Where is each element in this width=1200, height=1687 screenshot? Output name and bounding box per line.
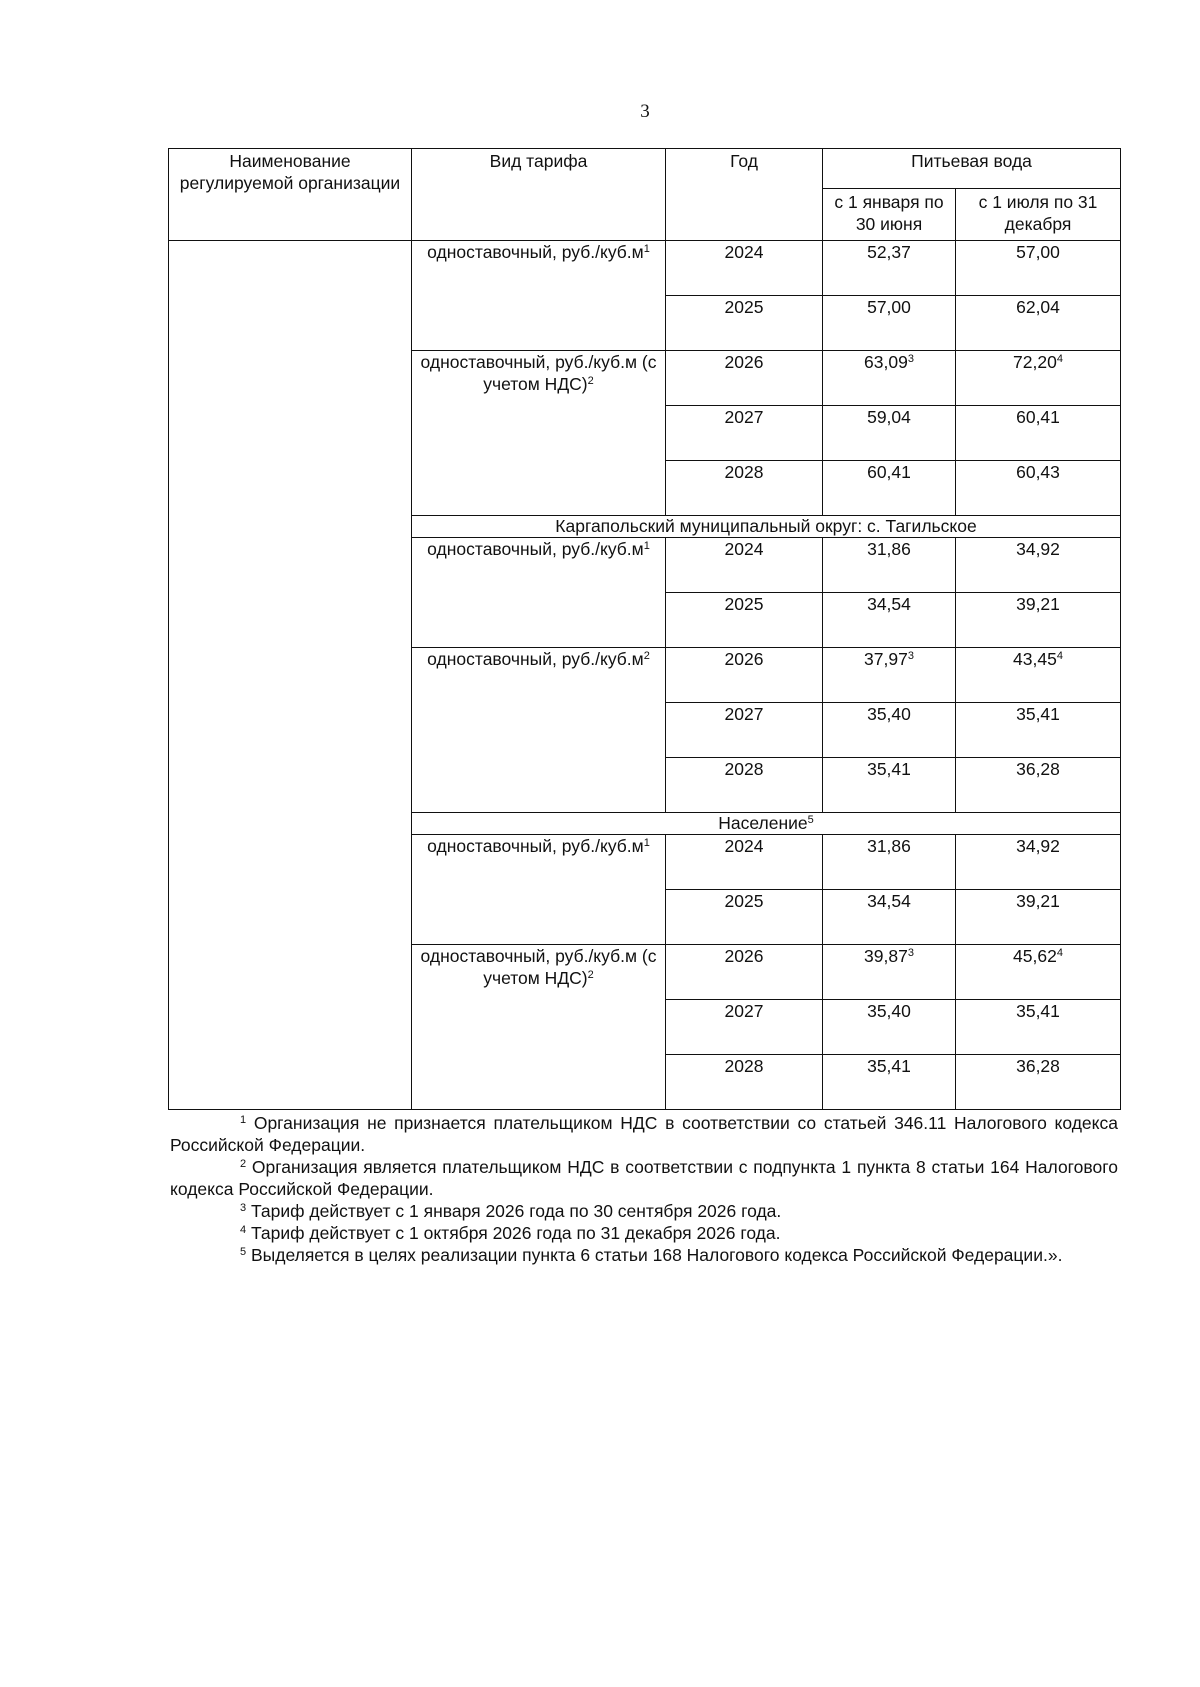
year-cell: 2028	[666, 1055, 823, 1110]
footnote-ref: 2	[643, 650, 650, 662]
tariff-type-cell	[412, 648, 666, 813]
rate-value: 35,41	[867, 759, 911, 779]
footnote-mark: 1	[240, 1114, 247, 1126]
footnote-text: Организация является плательщиком НДС в соответствии с подпункта 1 пункта 8 статьи 164 Налогового кодекса Российской Федерации.	[170, 1157, 1118, 1199]
header-drinking-water: Питьевая вода	[823, 149, 1121, 189]
rate-value: 35,40	[867, 704, 911, 724]
rate-value: 63,09	[864, 352, 908, 372]
footnote-ref: 3	[907, 947, 914, 959]
rate-value: 39,21	[1016, 891, 1060, 911]
rate-value: 34,92	[1016, 836, 1060, 856]
rate-value: 39,87	[864, 946, 908, 966]
rate-value: 35,41	[1016, 704, 1060, 724]
footnote	[170, 1200, 1118, 1222]
year-cell: 2027	[666, 1000, 823, 1055]
year-cell: 2025	[666, 593, 823, 648]
footnote-ref: 2	[587, 375, 594, 387]
rate-first-half-cell	[823, 1055, 956, 1110]
year-cell: 2028	[666, 758, 823, 813]
year-cell: 2027	[666, 703, 823, 758]
footnote-text: Тариф действует с 1 января 2026 года по 30 сентября 2026 года.	[251, 1201, 782, 1221]
rate-second-half-cell	[956, 703, 1121, 758]
rate-second-half-cell	[956, 835, 1121, 890]
rate-value: 34,54	[867, 891, 911, 911]
rate-value: 37,97	[864, 649, 908, 669]
rate-value: 60,43	[1016, 462, 1060, 482]
footnote-ref: 1	[643, 540, 650, 552]
footnote-text: Выделяется в целях реализации пункта 6 статьи 168 Налогового кодекса Российской Федерации.».	[251, 1245, 1063, 1265]
section-title	[412, 516, 1121, 538]
year-cell: 2024	[666, 538, 823, 593]
rate-value: 45,62	[1013, 946, 1057, 966]
footnote-mark: 5	[240, 1246, 247, 1258]
tariff-table-body	[169, 241, 1121, 1110]
year-cell: 2024	[666, 835, 823, 890]
year-cell: 2025	[666, 890, 823, 945]
rate-first-half-cell	[823, 1000, 956, 1055]
rate-first-half-cell	[823, 296, 956, 351]
rate-second-half-cell	[956, 296, 1121, 351]
footnote-ref: 4	[1056, 947, 1063, 959]
tariff-type-cell	[412, 835, 666, 945]
tariff-type-cell	[412, 538, 666, 648]
year-cell: 2027	[666, 406, 823, 461]
rate-value: 34,92	[1016, 539, 1060, 559]
rate-second-half-cell	[956, 241, 1121, 296]
year-cell: 2026	[666, 648, 823, 703]
rate-value: 43,45	[1013, 649, 1057, 669]
rate-first-half-cell	[823, 945, 956, 1000]
rate-value: 72,20	[1013, 352, 1057, 372]
rate-second-half-cell	[956, 945, 1121, 1000]
rate-value: 35,41	[867, 1056, 911, 1076]
rate-first-half-cell	[823, 241, 956, 296]
rate-second-half-cell	[956, 538, 1121, 593]
rate-value: 59,04	[867, 407, 911, 427]
rate-value: 60,41	[1016, 407, 1060, 427]
footnote-text: Тариф действует с 1 октября 2026 года по 31 декабря 2026 года.	[251, 1223, 781, 1243]
rate-second-half-cell	[956, 648, 1121, 703]
rate-value: 62,04	[1016, 297, 1060, 317]
tariff-table	[168, 148, 1121, 1110]
rate-value: 36,28	[1016, 759, 1060, 779]
rate-first-half-cell	[823, 593, 956, 648]
rate-value: 36,28	[1016, 1056, 1060, 1076]
rate-value: 57,00	[867, 297, 911, 317]
rate-first-half-cell	[823, 703, 956, 758]
year-cell: 2028	[666, 461, 823, 516]
section-title-text: Население	[718, 813, 808, 833]
year-cell: 2025	[666, 296, 823, 351]
footnotes	[170, 1112, 1118, 1266]
section-title	[412, 813, 1121, 835]
rate-second-half-cell	[956, 1000, 1121, 1055]
footnote	[170, 1222, 1118, 1244]
rate-second-half-cell	[956, 461, 1121, 516]
footnote-ref: 3	[907, 353, 914, 365]
rate-first-half-cell	[823, 648, 956, 703]
page-number: 3	[640, 101, 650, 122]
section-title-text: Каргапольский муниципальный округ: с. Тагильское	[555, 516, 977, 536]
rate-first-half-cell	[823, 835, 956, 890]
tariff-type-text: одноставочный, руб./куб.м	[427, 836, 644, 856]
rate-second-half-cell	[956, 1055, 1121, 1110]
rate-value: 39,21	[1016, 594, 1060, 614]
rate-first-half-cell	[823, 538, 956, 593]
rate-first-half-cell	[823, 461, 956, 516]
rate-first-half-cell	[823, 758, 956, 813]
tariff-type-text: одноставочный, руб./куб.м	[427, 539, 644, 559]
rate-value: 60,41	[867, 462, 911, 482]
footnote-ref: 1	[643, 837, 650, 849]
header-org-name: Наименование регулируемой организации	[169, 149, 412, 241]
header-period-second-half: с 1 июля по 31 декабря	[956, 189, 1121, 241]
rate-second-half-cell	[956, 351, 1121, 406]
rate-second-half-cell	[956, 758, 1121, 813]
tariff-type-text: одноставочный, руб./куб.м (с учетом НДС)	[420, 352, 657, 394]
footnote-mark: 2	[240, 1158, 247, 1170]
footnote	[170, 1156, 1118, 1200]
year-cell: 2026	[666, 351, 823, 406]
footnote-ref: 2	[587, 969, 594, 981]
footnote	[170, 1244, 1118, 1266]
tariff-type-cell	[412, 241, 666, 351]
footnote-ref: 5	[807, 814, 814, 826]
footnote-ref: 1	[643, 243, 650, 255]
year-cell: 2024	[666, 241, 823, 296]
rate-value: 31,86	[867, 836, 911, 856]
footnote-ref: 4	[1056, 650, 1063, 662]
rate-first-half-cell	[823, 890, 956, 945]
rate-value: 35,40	[867, 1001, 911, 1021]
rate-second-half-cell	[956, 406, 1121, 461]
org-name-cell	[169, 241, 412, 1110]
rate-value: 34,54	[867, 594, 911, 614]
footnote-ref: 3	[907, 650, 914, 662]
tariff-type-text: одноставочный, руб./куб.м	[427, 242, 644, 262]
rate-value: 35,41	[1016, 1001, 1060, 1021]
header-year: Год	[666, 149, 823, 241]
header-period-first-half: с 1 января по 30 июня	[823, 189, 956, 241]
rate-second-half-cell	[956, 593, 1121, 648]
table-row	[169, 241, 1121, 296]
header-tariff-type: Вид тарифа	[412, 149, 666, 241]
year-cell: 2026	[666, 945, 823, 1000]
footnote-mark: 4	[240, 1224, 247, 1236]
footnote-mark: 3	[240, 1202, 247, 1214]
rate-value: 57,00	[1016, 242, 1060, 262]
footnote-text: Организация не признается плательщиком НДС в соответствии со статьей 346.11 Налогового кодекса Российской Федерации.	[170, 1113, 1118, 1155]
rate-first-half-cell	[823, 351, 956, 406]
tariff-type-text: одноставочный, руб./куб.м	[427, 649, 644, 669]
tariff-type-text: одноставочный, руб./куб.м (с учетом НДС)	[420, 946, 657, 988]
tariff-type-cell	[412, 945, 666, 1110]
rate-value: 52,37	[867, 242, 911, 262]
tariff-type-cell	[412, 351, 666, 516]
footnote	[170, 1112, 1118, 1156]
rate-second-half-cell	[956, 890, 1121, 945]
rate-value: 31,86	[867, 539, 911, 559]
footnote-ref: 4	[1056, 353, 1063, 365]
rate-first-half-cell	[823, 406, 956, 461]
